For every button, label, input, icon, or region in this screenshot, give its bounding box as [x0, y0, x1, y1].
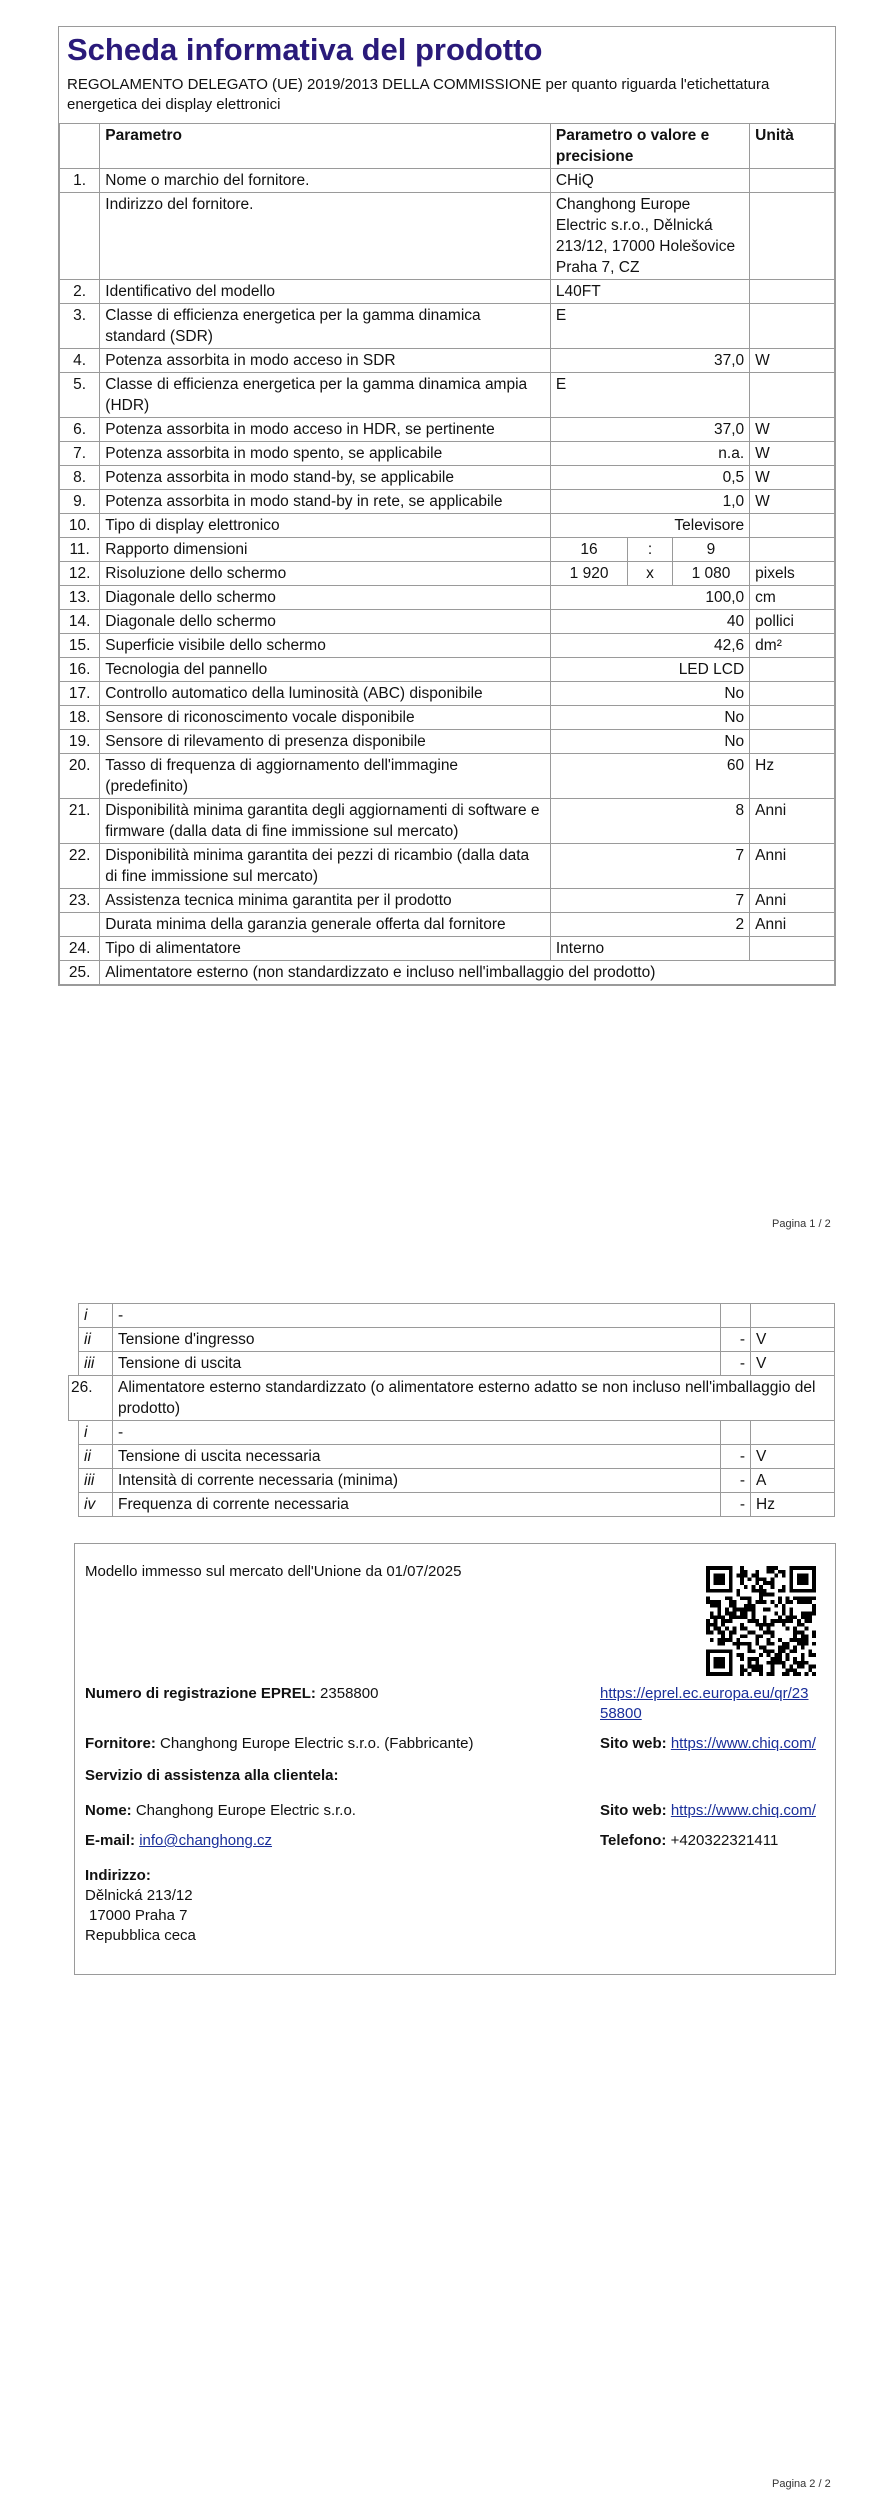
- row-number: 6.: [60, 418, 100, 442]
- parameter-cell: Superficie visibile dello schermo: [100, 634, 551, 658]
- unit-cell: [750, 730, 835, 754]
- parameter-cell: Disponibilità minima garantita degli aggiornamenti di software e firmware (dalla data di fine immissione sul mercato): [100, 799, 551, 844]
- parameter-cell: Durata minima della garanzia generale offerta dal fornitore: [100, 913, 551, 937]
- parameter-cell: Nome o marchio del fornitore.: [100, 169, 551, 193]
- sub-unit: V: [751, 1328, 835, 1352]
- parameter-cell: Tipo di alimentatore: [100, 937, 551, 961]
- unit-cell: [750, 373, 835, 418]
- value-cell: 60: [550, 754, 749, 799]
- parameter-cell: Potenza assorbita in modo stand-by in rete, se applicabile: [100, 490, 551, 514]
- supplier-label: Fornitore:: [85, 1735, 156, 1752]
- parameter-cell: Potenza assorbita in modo acceso in SDR: [100, 349, 551, 373]
- value-cell: 7: [550, 844, 749, 889]
- row-number: 17.: [60, 682, 100, 706]
- sub-index: iv: [79, 1493, 113, 1517]
- value-cell: n.a.: [550, 442, 749, 466]
- email-link[interactable]: info@changhong.cz: [139, 1832, 273, 1849]
- parameter-cell: Sensore di rilevamento di presenza disponibile: [100, 730, 551, 754]
- table-row: [60, 706, 835, 730]
- sub-value: -: [721, 1493, 751, 1517]
- unit-cell: Anni: [750, 913, 835, 937]
- product-sheet-page-1: [58, 26, 836, 986]
- table-row-resolution: [60, 562, 835, 586]
- table-row: [60, 658, 835, 682]
- table-row: [60, 913, 835, 937]
- table-row: [60, 349, 835, 373]
- row-number: 7.: [60, 442, 100, 466]
- sub-index: i: [79, 1421, 113, 1445]
- table-row: [60, 937, 835, 961]
- table-row: [60, 514, 835, 538]
- value-cell: CHiQ: [550, 169, 749, 193]
- row-number: 20.: [60, 754, 100, 799]
- sub-unit: V: [751, 1445, 835, 1469]
- value-cell: L40FT: [550, 280, 749, 304]
- table-row: [60, 754, 835, 799]
- phone-value: +420322321411: [670, 1832, 779, 1849]
- row-number: 3.: [60, 304, 100, 349]
- address-line-3: Repubblica ceca: [85, 1927, 196, 1944]
- name-value: Changhong Europe Electric s.r.o.: [135, 1802, 356, 1819]
- row-number: 14.: [60, 610, 100, 634]
- parameter-cell: Diagonale dello schermo: [100, 586, 551, 610]
- parameter-cell: Disponibilità minima garantita dei pezzi di ricambio (dalla data di fine immissione sul mercato): [100, 844, 551, 889]
- table-row: [60, 442, 835, 466]
- unit-cell: pixels: [750, 562, 835, 586]
- value-cell: 7: [550, 889, 749, 913]
- parameter-cell: Indirizzo del fornitore.: [100, 193, 551, 280]
- table-row: [60, 586, 835, 610]
- sub-parameter: -: [113, 1304, 721, 1328]
- sub-parameter: Intensità di corrente necessaria (minima): [113, 1469, 721, 1493]
- value-cell: No: [550, 730, 749, 754]
- parameter-cell: Risoluzione dello schermo: [100, 562, 551, 586]
- sub-row: [69, 1469, 835, 1493]
- value-cell: 42,6: [550, 634, 749, 658]
- row-number: 23.: [60, 889, 100, 913]
- sub-row: [69, 1328, 835, 1352]
- sub-row: [69, 1304, 835, 1328]
- address-line-2: 17000 Praha 7: [89, 1907, 188, 1924]
- eprel-link[interactable]: https://eprel.ec.europa.eu/qr/23 58800: [600, 1685, 809, 1722]
- row-number: 11.: [60, 538, 100, 562]
- sub-index: iii: [79, 1352, 113, 1376]
- table-row: [60, 304, 835, 349]
- row-number: 15.: [60, 634, 100, 658]
- sub-unit: A: [751, 1469, 835, 1493]
- sub-index: ii: [79, 1445, 113, 1469]
- parameter-cell: Controllo automatico della luminosità (ABC) disponibile: [100, 682, 551, 706]
- parameter-cell: Rapporto dimensioni: [100, 538, 551, 562]
- eprel-label: Numero di registrazione EPREL:: [85, 1685, 316, 1702]
- name-label: Nome:: [85, 1802, 132, 1819]
- table-row-26: [69, 1376, 835, 1421]
- table-row: [60, 169, 835, 193]
- parameter-cell: Diagonale dello schermo: [100, 610, 551, 634]
- sub-value: [721, 1421, 751, 1445]
- address-line-1: Dělnická 213/12: [85, 1887, 193, 1904]
- value-cell: 8: [550, 799, 749, 844]
- qr-code-icon: [706, 1566, 816, 1676]
- unit-cell: Anni: [750, 889, 835, 913]
- sub-row: [69, 1445, 835, 1469]
- row-number: 16.: [60, 658, 100, 682]
- unit-cell: [750, 538, 835, 562]
- sub-row: [69, 1421, 835, 1445]
- unit-cell: [750, 169, 835, 193]
- unit-cell: [750, 280, 835, 304]
- parameter-cell: Assistenza tecnica minima garantita per il prodotto: [100, 889, 551, 913]
- unit-cell: W: [750, 442, 835, 466]
- value-cell: 1,0: [550, 490, 749, 514]
- value-cell: 40: [550, 610, 749, 634]
- table-row: [60, 799, 835, 844]
- sub-unit: [751, 1421, 835, 1445]
- address-label: Indirizzo:: [85, 1867, 151, 1884]
- table-header-row: [60, 124, 835, 169]
- row-number: 19.: [60, 730, 100, 754]
- row-number: 25.: [60, 961, 100, 985]
- sub-row: [69, 1352, 835, 1376]
- sub-parameter: Tensione di uscita necessaria: [113, 1445, 721, 1469]
- regulation-subtitle: REGOLAMENTO DELEGATO (UE) 2019/2013 DELLA COMMISSIONE per quanto riguarda l'etichettatura energetica dei display elettronici: [67, 76, 770, 113]
- eprel-number: 2358800: [320, 1685, 379, 1702]
- info-box: [74, 1543, 836, 1975]
- row-number: 21.: [60, 799, 100, 844]
- unit-cell: W: [750, 418, 835, 442]
- parameter-cell: Potenza assorbita in modo stand-by, se applicabile: [100, 466, 551, 490]
- website-link-2[interactable]: https://www.chiq.com/: [670, 1802, 816, 1819]
- sub-unit: V: [751, 1352, 835, 1376]
- unit-cell: W: [750, 466, 835, 490]
- value-cell: Changhong Europe Electric s.r.o., Dělnická 213/12, 17000 Holešovice Praha 7, CZ: [550, 193, 749, 280]
- parameters-table: [59, 123, 835, 985]
- website-link[interactable]: https://www.chiq.com/: [670, 1735, 816, 1752]
- row-number: 13.: [60, 586, 100, 610]
- value-cell: 37,0: [550, 349, 749, 373]
- ratio-separator: :: [628, 538, 673, 562]
- ratio-height: 9: [672, 538, 749, 562]
- table-row: [60, 844, 835, 889]
- row-number: 5.: [60, 373, 100, 418]
- sub-parameter: Frequenza di corrente necessaria: [113, 1493, 721, 1517]
- supplier-value: Changhong Europe Electric s.r.o. (Fabbricante): [160, 1735, 474, 1752]
- unit-cell: Anni: [750, 799, 835, 844]
- page-title: Scheda informativa del prodotto: [67, 32, 543, 67]
- parameter-cell: Tasso di frequenza di aggiornamento dell'immagine (predefinito): [100, 754, 551, 799]
- value-cell: E: [550, 373, 749, 418]
- unit-cell: [750, 658, 835, 682]
- parameter-cell: Alimentatore esterno standardizzato (o alimentatore esterno adatto se non incluso nell'imballaggio del prodotto): [113, 1376, 835, 1421]
- sub-unit: [751, 1304, 835, 1328]
- row-number: 1.: [60, 169, 100, 193]
- sub-unit: Hz: [751, 1493, 835, 1517]
- table-row: [60, 634, 835, 658]
- parameter-cell: Alimentatore esterno (non standardizzato e incluso nell'imballaggio del prodotto): [100, 961, 835, 985]
- row-number: 12.: [60, 562, 100, 586]
- parameter-cell: Potenza assorbita in modo acceso in HDR, se pertinente: [100, 418, 551, 442]
- unit-cell: W: [750, 349, 835, 373]
- ratio-width: 16: [550, 538, 627, 562]
- parameter-cell: Tecnologia del pannello: [100, 658, 551, 682]
- value-cell: LED LCD: [550, 658, 749, 682]
- resolution-width: 1 920: [550, 562, 627, 586]
- page-2-footer: Pagina 2 / 2: [772, 2478, 831, 2490]
- table-row: [60, 610, 835, 634]
- sub-value: -: [721, 1445, 751, 1469]
- value-cell: 2: [550, 913, 749, 937]
- row-number: [60, 193, 100, 280]
- customer-service-label: Servizio di assistenza alla clientela:: [85, 1767, 339, 1784]
- value-cell: 100,0: [550, 586, 749, 610]
- value-cell: No: [550, 682, 749, 706]
- sub-row: [69, 1493, 835, 1517]
- unit-cell: Hz: [750, 754, 835, 799]
- website-label: Sito web:: [600, 1735, 667, 1752]
- table-row: [60, 193, 835, 280]
- row-number: 9.: [60, 490, 100, 514]
- resolution-separator: x: [628, 562, 673, 586]
- table-row-ratio: [60, 538, 835, 562]
- sub-value: -: [721, 1352, 751, 1376]
- parameter-cell: Classe di efficienza energetica per la gamma dinamica standard (SDR): [100, 304, 551, 349]
- parameter-cell: Sensore di riconoscimento vocale disponibile: [100, 706, 551, 730]
- unit-cell: dm²: [750, 634, 835, 658]
- row-number: 10.: [60, 514, 100, 538]
- table-row: [60, 490, 835, 514]
- value-cell: E: [550, 304, 749, 349]
- sub-index: i: [79, 1304, 113, 1328]
- value-cell: Televisore: [550, 514, 749, 538]
- unit-cell: [750, 682, 835, 706]
- sub-parameter: Tensione di uscita: [113, 1352, 721, 1376]
- row-number: 22.: [60, 844, 100, 889]
- power-supply-table: [68, 1303, 834, 1517]
- unit-cell: cm: [750, 586, 835, 610]
- sub-parameter: Tensione d'ingresso: [113, 1328, 721, 1352]
- unit-cell: [750, 193, 835, 280]
- unit-cell: Anni: [750, 844, 835, 889]
- header-value: Parametro o valore e precisione: [550, 124, 749, 169]
- sub-parameter: -: [113, 1421, 721, 1445]
- value-cell: 37,0: [550, 418, 749, 442]
- table-row: [60, 280, 835, 304]
- table-row: [60, 373, 835, 418]
- email-label: E-mail:: [85, 1832, 136, 1849]
- header-unit: Unità: [750, 124, 835, 169]
- parameter-cell: Potenza assorbita in modo spento, se applicabile: [100, 442, 551, 466]
- page-1-footer: Pagina 1 / 2: [772, 1218, 831, 1230]
- sub-index: iii: [79, 1469, 113, 1493]
- sub-value: -: [721, 1469, 751, 1493]
- value-cell: 0,5: [550, 466, 749, 490]
- parameter-cell: Identificativo del modello: [100, 280, 551, 304]
- phone-label: Telefono:: [600, 1832, 667, 1849]
- row-number: 4.: [60, 349, 100, 373]
- row-number: 18.: [60, 706, 100, 730]
- unit-cell: [750, 304, 835, 349]
- table-row: [60, 418, 835, 442]
- row-number: 8.: [60, 466, 100, 490]
- website-label-2: Sito web:: [600, 1802, 667, 1819]
- value-cell: Interno: [550, 937, 749, 961]
- unit-cell: [750, 937, 835, 961]
- sub-value: [721, 1304, 751, 1328]
- table-row: [60, 466, 835, 490]
- resolution-height: 1 080: [672, 562, 749, 586]
- unit-cell: pollici: [750, 610, 835, 634]
- address-block: [85, 1866, 196, 1946]
- unit-cell: W: [750, 490, 835, 514]
- parameter-cell: Classe di efficienza energetica per la gamma dinamica ampia (HDR): [100, 373, 551, 418]
- parameter-cell: Tipo di display elettronico: [100, 514, 551, 538]
- unit-cell: [750, 514, 835, 538]
- sub-value: -: [721, 1328, 751, 1352]
- table-row: [60, 730, 835, 754]
- row-number: 26.: [69, 1376, 113, 1421]
- table-row: [60, 682, 835, 706]
- table-row: [60, 889, 835, 913]
- row-number: 2.: [60, 280, 100, 304]
- unit-cell: [750, 706, 835, 730]
- table-row-25: [60, 961, 835, 985]
- sub-index: ii: [79, 1328, 113, 1352]
- header-parameter: Parametro: [100, 124, 551, 169]
- row-number: 24.: [60, 937, 100, 961]
- row-number: [60, 913, 100, 937]
- value-cell: No: [550, 706, 749, 730]
- market-date: Modello immesso sul mercato dell'Unione da 01/07/2025: [85, 1563, 462, 1580]
